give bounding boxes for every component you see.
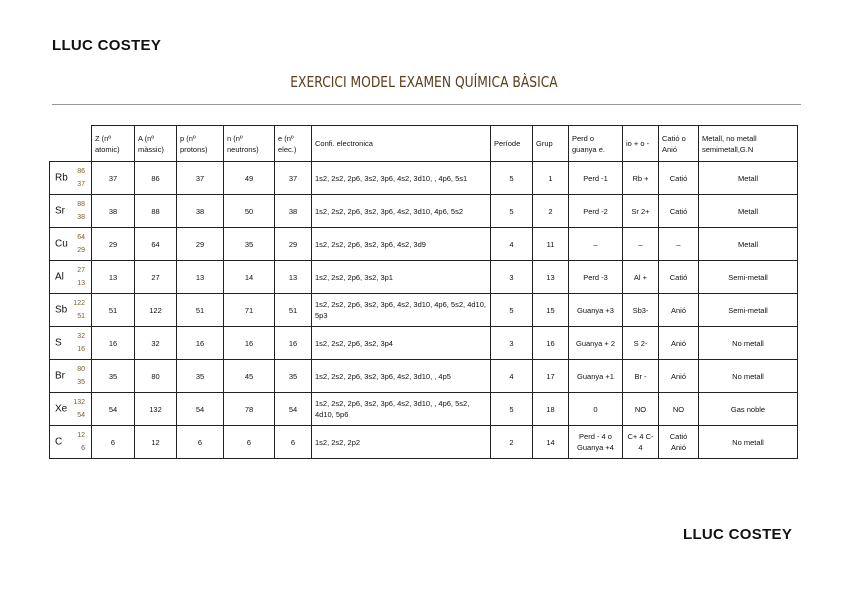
table-cell: 4 — [491, 228, 533, 261]
table-cell: 2 — [533, 195, 569, 228]
table-cell: 1s2, 2s2, 2p6, 3s2, 3p6, 4s2, 3d10, , 4p6, 5s1 — [312, 162, 491, 195]
table-cell: 5 — [491, 393, 533, 426]
table-cell: 1s2, 2s2, 2p6, 3s2, 3p4 — [312, 327, 491, 360]
element-symbol: Xe — [55, 403, 68, 415]
element-symbol: Cu — [55, 238, 68, 250]
atomic-number: 54 — [77, 412, 85, 419]
column-header: Període — [491, 126, 533, 162]
table-cell: 50 — [224, 195, 275, 228]
table-cell: 1s2, 2s2, 2p6, 3s2, 3p6, 4s2, 3d10, , 4p6, 5s2, 4d10, 5p6 — [312, 393, 491, 426]
atomic-number: 29 — [77, 247, 85, 254]
table-cell: – — [569, 228, 623, 261]
table-cell: 0 — [569, 393, 623, 426]
table-cell: 16 — [275, 327, 312, 360]
table-cell: 6 — [224, 426, 275, 459]
table-cell: 1s2, 2s2, 2p6, 3s2, 3p1 — [312, 261, 491, 294]
table-cell: 132 — [135, 393, 177, 426]
table-cell: Perd -3 — [569, 261, 623, 294]
table-cell: 38 — [275, 195, 312, 228]
table-cell: 37 — [275, 162, 312, 195]
element-cell — [50, 228, 92, 261]
element-cell — [50, 426, 92, 459]
table-cell: 3 — [491, 327, 533, 360]
table-cell: S 2- — [623, 327, 659, 360]
table-cell: Br - — [623, 360, 659, 393]
table-cell: 13 — [177, 261, 224, 294]
table-cell: 14 — [224, 261, 275, 294]
table-cell: 29 — [275, 228, 312, 261]
table-cell: 54 — [92, 393, 135, 426]
table-cell: 49 — [224, 162, 275, 195]
element-symbol: Sr — [55, 205, 65, 217]
table-cell: 6 — [177, 426, 224, 459]
atomic-number: 38 — [77, 214, 85, 221]
column-header: p (nº protons) — [177, 126, 224, 162]
table-cell: 16 — [533, 327, 569, 360]
table-cell: 88 — [135, 195, 177, 228]
author-name-top: LLUC COSTEY — [52, 37, 162, 54]
table-row — [50, 261, 798, 294]
table-cell: Catió — [659, 195, 699, 228]
author-name-bottom: LLUC COSTEY — [683, 526, 793, 543]
table-cell: 17 — [533, 360, 569, 393]
table-cell: 13 — [533, 261, 569, 294]
table-cell: Semi-metall — [699, 261, 798, 294]
table-cell: 13 — [92, 261, 135, 294]
header-blank — [50, 126, 92, 162]
table-cell: 86 — [135, 162, 177, 195]
table-cell: Catió — [659, 261, 699, 294]
column-header: e (nº elec.) — [275, 126, 312, 162]
mass-number: 122 — [73, 300, 85, 307]
table-cell: Al + — [623, 261, 659, 294]
table-cell: Perd - 4 o Guanya +4 — [569, 426, 623, 459]
table-cell: Perd -1 — [569, 162, 623, 195]
table-cell: 13 — [275, 261, 312, 294]
mass-number: 27 — [77, 267, 85, 274]
table-cell: Guanya +1 — [569, 360, 623, 393]
table-cell: 29 — [177, 228, 224, 261]
element-cell — [50, 294, 92, 327]
table-cell: 51 — [275, 294, 312, 327]
element-cell — [50, 261, 92, 294]
atomic-number: 6 — [81, 445, 85, 452]
element-symbol: Br — [55, 370, 65, 382]
table-header-row — [50, 126, 798, 162]
page-title: EXERCICI MODEL EXAMEN QUÍMICA BÀSICA — [290, 73, 558, 91]
atomic-number: 37 — [77, 181, 85, 188]
table-cell: 35 — [275, 360, 312, 393]
table-cell: 64 — [135, 228, 177, 261]
table-row — [50, 393, 798, 426]
table-cell: 2 — [491, 426, 533, 459]
table-cell: 27 — [135, 261, 177, 294]
table-cell: 38 — [177, 195, 224, 228]
table-cell: 35 — [92, 360, 135, 393]
table-cell: 16 — [92, 327, 135, 360]
table-cell: 78 — [224, 393, 275, 426]
table-cell: 6 — [275, 426, 312, 459]
element-cell — [50, 162, 92, 195]
table-cell: Metall — [699, 195, 798, 228]
table-cell: 16 — [224, 327, 275, 360]
table-cell: Anió — [659, 327, 699, 360]
element-symbol: Al — [55, 271, 64, 283]
table-cell: Guanya + 2 — [569, 327, 623, 360]
table-cell: Metall — [699, 162, 798, 195]
table-cell: 3 — [491, 261, 533, 294]
table-cell: Catió — [659, 162, 699, 195]
table-cell: 5 — [491, 162, 533, 195]
atomic-number: 16 — [77, 346, 85, 353]
table-cell: 1s2, 2s2, 2p2 — [312, 426, 491, 459]
table-cell: Anió — [659, 360, 699, 393]
column-header: Perd o guanya e. — [569, 126, 623, 162]
table-cell: 54 — [177, 393, 224, 426]
element-symbol: C — [55, 436, 63, 448]
table-cell: Semi-metall — [699, 294, 798, 327]
table-cell: – — [659, 228, 699, 261]
element-symbol: S — [55, 337, 62, 349]
table-cell: 38 — [92, 195, 135, 228]
table-cell: NO — [659, 393, 699, 426]
element-symbol: Rb — [55, 172, 68, 184]
mass-number: 132 — [73, 399, 85, 406]
table-cell: 11 — [533, 228, 569, 261]
column-header: Confi. electronica — [312, 126, 491, 162]
column-header: Grup — [533, 126, 569, 162]
table-row — [50, 426, 798, 459]
table-cell: Metall — [699, 228, 798, 261]
table-cell: Sr 2+ — [623, 195, 659, 228]
table-cell: 35 — [224, 228, 275, 261]
table-cell: 4 — [491, 360, 533, 393]
table-cell: 1s2, 2s2, 2p6, 3s2, 3p6, 4s2, 3d10, , 4p5 — [312, 360, 491, 393]
table-cell: Gas noble — [699, 393, 798, 426]
column-header: io + o - — [623, 126, 659, 162]
mass-number: 12 — [77, 432, 85, 439]
mass-number: 64 — [77, 234, 85, 241]
table-cell: 122 — [135, 294, 177, 327]
table-cell: 5 — [491, 195, 533, 228]
column-header: n (nº neutrons) — [224, 126, 275, 162]
element-cell — [50, 327, 92, 360]
table-cell: 15 — [533, 294, 569, 327]
table-cell: 1s2, 2s2, 2p6, 3s2, 3p6, 4s2, 3d10, 4p6, 5s2, 4d10, 5p3 — [312, 294, 491, 327]
table-cell: 5 — [491, 294, 533, 327]
mass-number: 88 — [77, 201, 85, 208]
table-cell: Guanya +3 — [569, 294, 623, 327]
table-cell: 18 — [533, 393, 569, 426]
chemistry-table — [49, 125, 798, 459]
table-cell: 51 — [92, 294, 135, 327]
table-cell: 54 — [275, 393, 312, 426]
table-cell: 37 — [92, 162, 135, 195]
table-cell: 32 — [135, 327, 177, 360]
element-symbol: Sb — [55, 304, 68, 316]
table-cell: Perd -2 — [569, 195, 623, 228]
element-cell — [50, 360, 92, 393]
element-cell — [50, 195, 92, 228]
table-cell: Anió — [659, 294, 699, 327]
table-cell: 80 — [135, 360, 177, 393]
element-cell — [50, 393, 92, 426]
column-header: Z (nº atomic) — [92, 126, 135, 162]
table-row — [50, 195, 798, 228]
column-header: Catió o Anió — [659, 126, 699, 162]
table-cell: 1 — [533, 162, 569, 195]
table-row — [50, 327, 798, 360]
table-cell: 6 — [92, 426, 135, 459]
mass-number: 86 — [77, 168, 85, 175]
table-row — [50, 228, 798, 261]
table-cell: – — [623, 228, 659, 261]
table-cell: No metall — [699, 327, 798, 360]
table-cell: 14 — [533, 426, 569, 459]
table-cell: Catió Anió — [659, 426, 699, 459]
column-header: A (nº màssic) — [135, 126, 177, 162]
table-cell: 37 — [177, 162, 224, 195]
table-cell: No metall — [699, 360, 798, 393]
table-cell: 12 — [135, 426, 177, 459]
table-row — [50, 162, 798, 195]
column-header: Metall, no metall semimetall,G.N — [699, 126, 798, 162]
table-cell: Rb + — [623, 162, 659, 195]
table-cell: Sb3- — [623, 294, 659, 327]
atomic-number: 51 — [77, 313, 85, 320]
table-cell: 71 — [224, 294, 275, 327]
table-cell: C+ 4 C- 4 — [623, 426, 659, 459]
table-row — [50, 294, 798, 327]
table-row — [50, 360, 798, 393]
mass-number: 32 — [77, 333, 85, 340]
table-cell: 51 — [177, 294, 224, 327]
atomic-number: 13 — [77, 280, 85, 287]
mass-number: 80 — [77, 366, 85, 373]
table-cell: 29 — [92, 228, 135, 261]
title-divider — [52, 104, 801, 105]
atomic-number: 35 — [77, 379, 85, 386]
table-cell: 1s2, 2s2, 2p6, 3s2, 3p6, 4s2, 3d9 — [312, 228, 491, 261]
table-cell: 16 — [177, 327, 224, 360]
table-cell: 1s2, 2s2, 2p6, 3s2, 3p6, 4s2, 3d10, 4p6, 5s2 — [312, 195, 491, 228]
table-cell: 35 — [177, 360, 224, 393]
table-cell: NO — [623, 393, 659, 426]
table-cell: No metall — [699, 426, 798, 459]
table-cell: 45 — [224, 360, 275, 393]
